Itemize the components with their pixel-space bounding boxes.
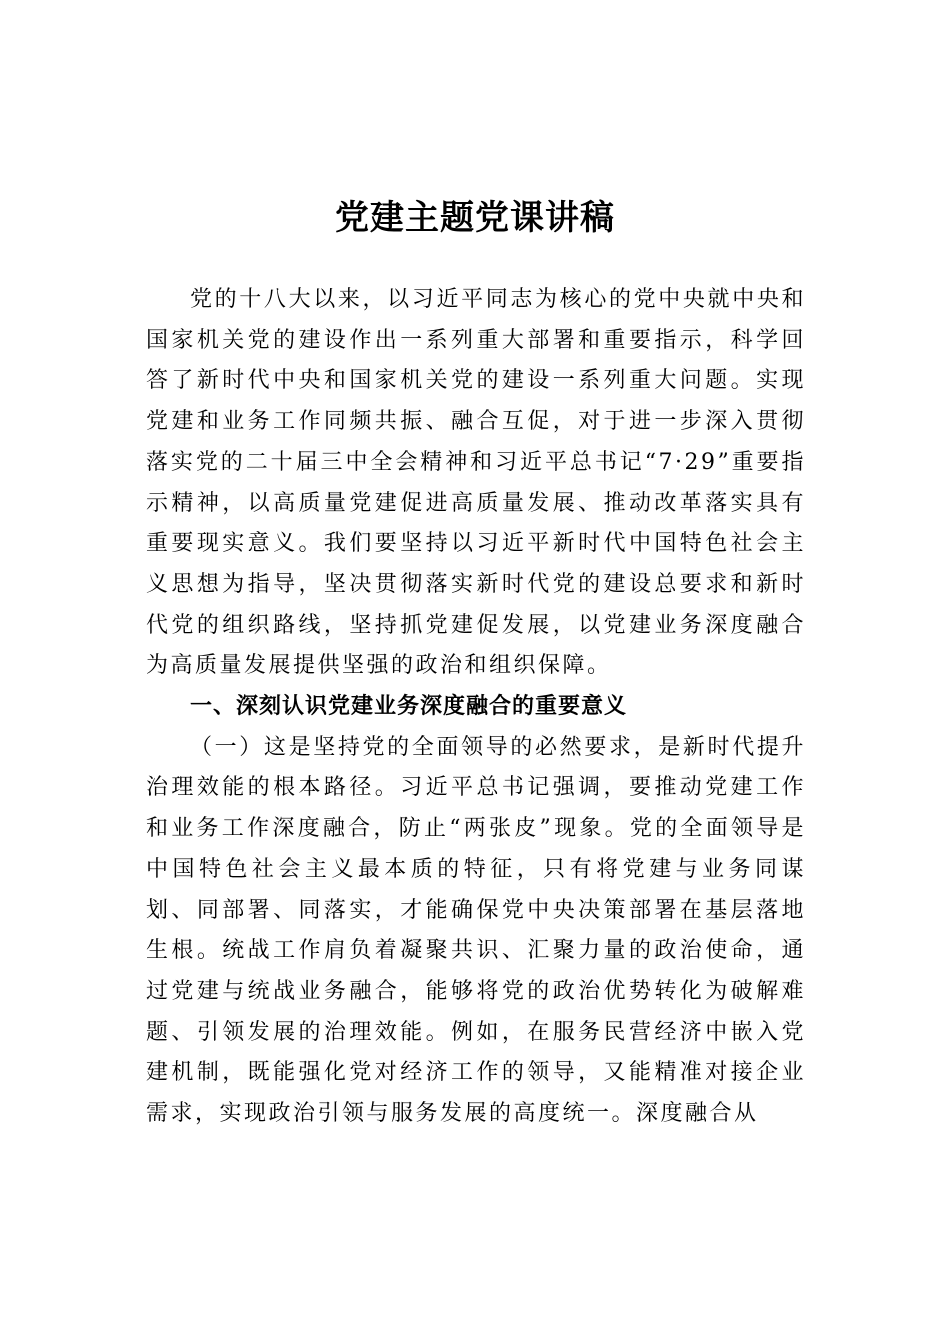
- section-1-paragraph-1: （一）这是坚持党的全面领导的必然要求，是新时代提升治理效能的根本路径。习近平总书记强调，要推动党建工作和业务工作深度融合，防止“两张皮”现象。党的全面领导是中国特色社会主义最本质的特征，只有将党建与业务同谋划、同部署、同落实，才能确保党中央决策部署在基层落地生根。统战工作肩负着凝聚共识、汇聚力量的政治使命，通过党建与统战业务融合，能够将党的政治优势转化为破解难题、引领发展的治理效能。例如，在服务民营经济中嵌入党建机制，既能强化党对经济工作的领导，又能精准对接企业需求，实现政治引领与服务发展的高度统一。深度融合从: [146, 734, 806, 1127]
- section-heading-1: 一、深刻认识党建业务深度融合的重要意义: [190, 694, 628, 720]
- document-body: [146, 280, 806, 1135]
- document-title: 党建主题党课讲稿: [335, 197, 615, 238]
- intro-paragraph: 党的十八大以来，以习近平同志为核心的党中央就中央和国家机关党的建设作出一系列重大部署和重要指示，科学回答了新时代中央和国家机关党的建设一系列重大问题。实现党建和业务工作同频共振、融合互促，对于进一步深入贯彻落实党的二十届三中全会精神和习近平总书记“7·29”重要指示精神，以高质量党建促进高质量发展、推动改革落实具有重要现实意义。我们要坚持以习近平新时代中国特色社会主义思想为指导，坚决贯彻落实新时代党的建设总要求和新时代党的组织路线，坚持抓党建促发展，以党建业务深度融合为高质量发展提供坚强的政治和组织保障。: [146, 287, 806, 679]
